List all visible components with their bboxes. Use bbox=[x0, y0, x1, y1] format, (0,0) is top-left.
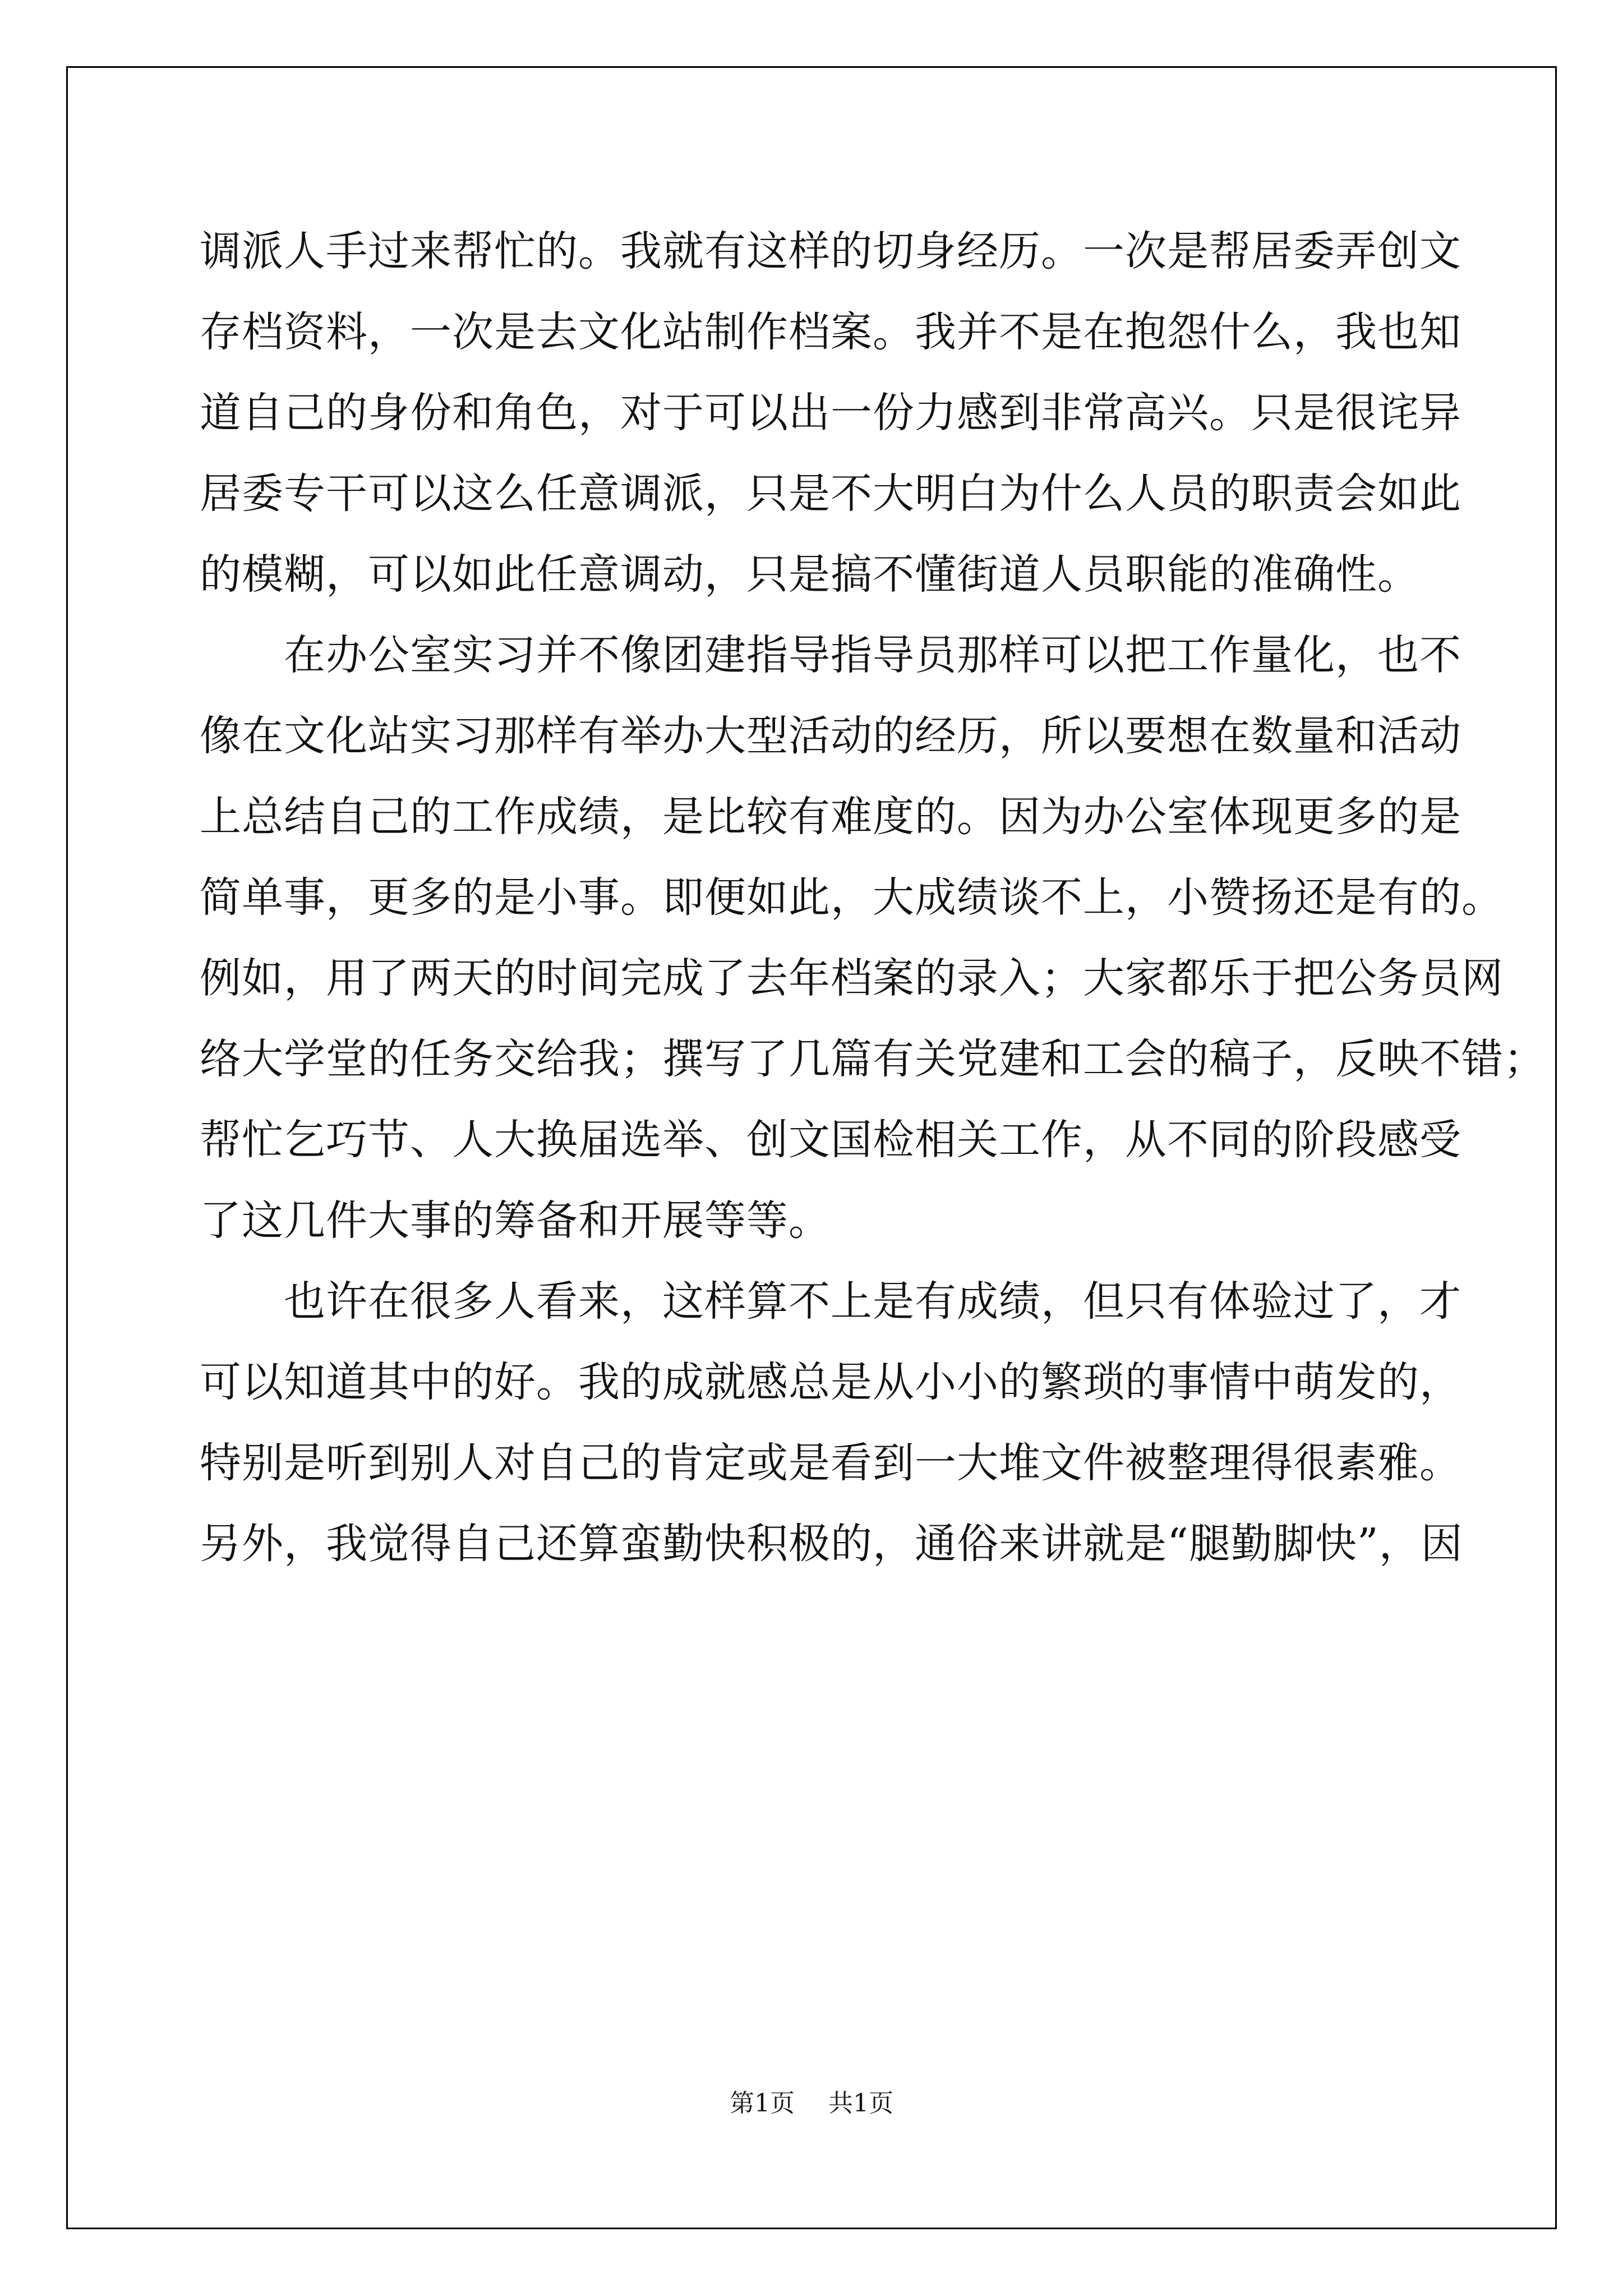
text-line: 可以知道其中的好。我的成就感总是从小小的繁琐的事情中萌发的， bbox=[200, 1358, 1461, 1406]
text-line: 特别是听到别人对自己的肯定或是看到一大堆文件被整理得很素雅。 bbox=[200, 1439, 1461, 1487]
text-line: 居委专干可以这么任意调派，只是不大明白为什么人员的职责会如此 bbox=[200, 470, 1461, 518]
text-line: 例如，用了两天的时间完成了去年档案的录入；大家都乐于把公务员网 bbox=[200, 954, 1504, 1002]
text-line: 上总结自己的工作成绩，是比较有难度的。因为办公室体现更多的是 bbox=[200, 793, 1461, 841]
text-line: 在办公室实习并不像团建指导指导员那样可以把工作量化，也不 bbox=[200, 631, 1461, 679]
text-line: 络大学堂的任务交给我；撰写了几篇有关党建和工会的稿子，反映不错； bbox=[200, 1035, 1546, 1083]
text-line: 道自己的身份和角色，对于可以出一份力感到非常高兴。只是很诧异 bbox=[200, 389, 1461, 437]
text-line: 像在文化站实习那样有举办大型活动的经历，所以要想在数量和活动 bbox=[200, 712, 1461, 760]
text-line: 帮忙乞巧节、人大换届选举、创文国检相关工作，从不同的阶段感受 bbox=[200, 1116, 1461, 1164]
text-line: 另外，我觉得自己还算蛮勤快积极的，通俗来讲就是“腿勤脚快”，因 bbox=[200, 1520, 1463, 1568]
text-line: 存档资料，一次是去文化站制作档案。我并不是在抱怨什么，我也知 bbox=[200, 308, 1461, 356]
text-line: 简单事，更多的是小事。即便如此，大成绩谈不上，小赞扬还是有的。 bbox=[200, 873, 1504, 922]
text-line: 也许在很多人看来，这样算不上是有成绩，但只有体验过了，才 bbox=[200, 1277, 1461, 1326]
page-footer bbox=[0, 2087, 1623, 2120]
text-line: 调派人手过来帮忙的。我就有这样的切身经历。一次是帮居委弄创文 bbox=[200, 227, 1461, 275]
page-number-total: 共1页 bbox=[828, 2089, 893, 2118]
page-number-current: 第1页 bbox=[730, 2089, 795, 2118]
text-line: 的模糊，可以如此任意调动，只是搞不懂街道人员职能的准确性。 bbox=[200, 550, 1419, 599]
text-line: 了这几件大事的筹备和开展等等。 bbox=[200, 1197, 831, 1245]
